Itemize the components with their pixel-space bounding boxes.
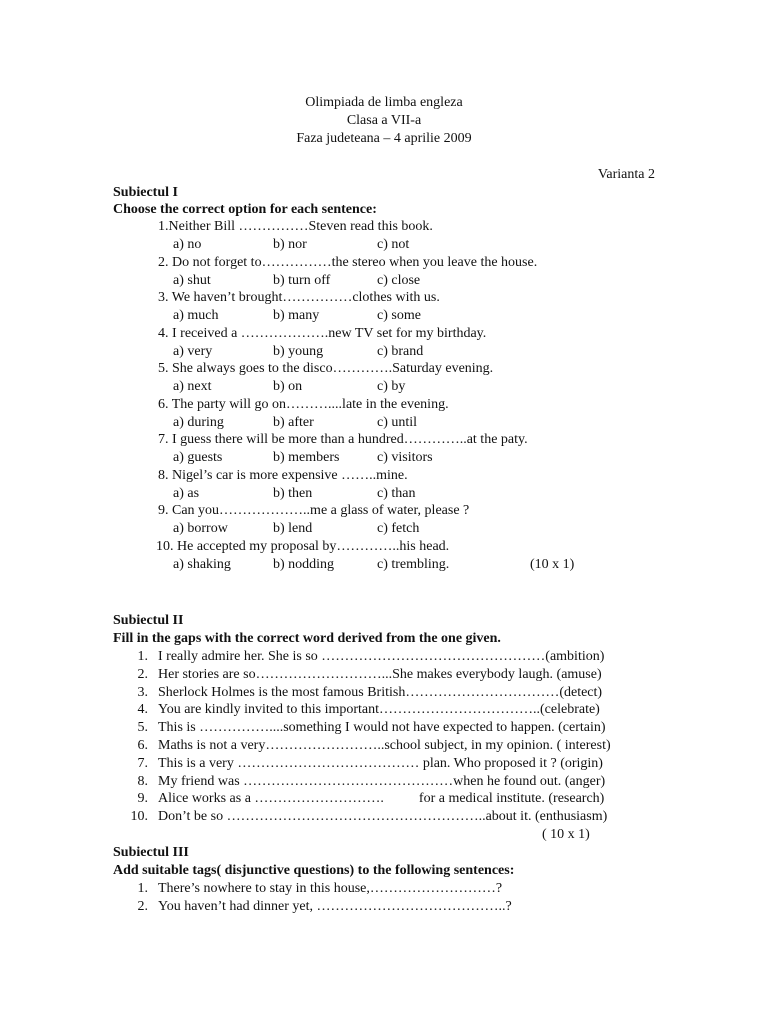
option-c: c) brand	[377, 344, 424, 359]
section-3-instruction: Add suitable tags( disjunctive questions) to the following sentences:	[113, 863, 515, 878]
option-a: a) during	[173, 415, 224, 430]
item-number: 2.	[137, 667, 148, 682]
option-b: b) nor	[273, 237, 307, 252]
section-2-instruction: Fill in the gaps with the correct word derived from the one given.	[113, 631, 501, 646]
item-number: 1.	[137, 881, 148, 896]
section-2-title: Subiectul II	[113, 613, 184, 628]
option-c: c) some	[377, 308, 421, 323]
option-b: b) members	[273, 450, 340, 465]
question-text: 6. The party will go on………....late in the evening.	[158, 397, 449, 412]
item-text: Maths is not a very……………………..school subject, in my opinion. ( interest)	[158, 738, 611, 753]
option-a: a) borrow	[173, 521, 228, 536]
item-number: 8.	[137, 774, 148, 789]
option-c: c) until	[377, 415, 418, 430]
exam-title: Olimpiada de limba engleza	[305, 95, 463, 110]
option-c: c) visitors	[377, 450, 433, 465]
item-text: Don’t be so ………………………………………………..about it. (enthusiasm)	[158, 809, 608, 824]
question-text: 9. Can you………………..me a glass of water, please ?	[158, 503, 470, 518]
option-b: b) young	[273, 344, 324, 359]
item-text: I really admire her. She is so …………………………………………(ambition)	[158, 649, 605, 664]
option-a: a) no	[173, 237, 202, 252]
item-number: 9.	[137, 791, 148, 806]
question-text: 4. I received a ……………….new TV set for my birthday.	[158, 326, 487, 341]
item-text: This is a very ………………………………… plan. Who proposed it ? (origin)	[158, 756, 603, 771]
option-b: b) many	[273, 308, 320, 323]
section-2-score: ( 10 x 1)	[542, 827, 590, 842]
exam-phase: Faza judeteana – 4 aprilie 2009	[296, 131, 472, 146]
item-number: 6.	[137, 738, 148, 753]
item-number: 10.	[130, 809, 148, 824]
item-text: There’s nowhere to stay in this house,………………………?	[158, 881, 503, 896]
option-b: b) on	[273, 379, 303, 394]
option-c: c) not	[377, 237, 410, 252]
item-text: My friend was ………………………………………when he found out. (anger)	[158, 774, 606, 789]
item-number: 3.	[137, 685, 148, 700]
item-text: You haven’t had dinner yet, …………………………………..?	[158, 899, 512, 914]
item-text: Her stories are so………………………...She makes everybody laugh. (amuse)	[158, 667, 602, 682]
question-text: 8. Nigel’s car is more expensive ……..mine.	[158, 468, 408, 483]
question-text: 10. He accepted my proposal by…………..his head.	[156, 539, 450, 554]
option-c: c) by	[377, 379, 406, 394]
option-b: b) turn off	[273, 273, 331, 288]
item-number: 4.	[137, 702, 148, 717]
question-text: 5. She always goes to the disco………….Saturday evening.	[158, 361, 494, 376]
option-a: a) next	[173, 379, 212, 394]
item-number: 5.	[137, 720, 148, 735]
exam-class: Clasa a VII-a	[346, 113, 422, 128]
section-1-instruction: Choose the correct option for each sentence:	[113, 202, 377, 217]
option-c: c) trembling.	[377, 557, 450, 572]
option-a: a) very	[173, 344, 213, 359]
option-b: b) nodding	[273, 557, 335, 572]
option-a: a) guests	[173, 450, 223, 465]
option-a: a) shut	[173, 273, 211, 288]
option-c: c) fetch	[377, 521, 420, 536]
question-text: 7. I guess there will be more than a hundred…………..at the paty.	[158, 432, 528, 447]
section-3-title: Subiectul III	[113, 845, 189, 860]
question-text: 1.Neither Bill ……………Steven read this book.	[158, 219, 433, 234]
item-number: 1.	[137, 649, 148, 664]
option-b: b) lend	[273, 521, 313, 536]
option-a: a) much	[173, 308, 219, 323]
option-a: a) shaking	[173, 557, 231, 572]
variant-label: Varianta 2	[597, 167, 655, 182]
option-b: b) then	[273, 486, 313, 501]
item-number: 7.	[137, 756, 148, 771]
option-c: c) than	[377, 486, 416, 501]
item-text: This is ……………....something I would not have expected to happen. (certain)	[158, 720, 606, 735]
section-1-title: Subiectul I	[113, 185, 178, 200]
option-b: b) after	[273, 415, 314, 430]
item-text: Sherlock Holmes is the most famous British……………………………(detect)	[158, 685, 603, 700]
item-text: You are kindly invited to this important……………………………..(celebrate)	[158, 702, 600, 717]
question-text: 2. Do not forget to……………the stereo when you leave the house.	[158, 255, 538, 270]
item-number: 2.	[137, 899, 148, 914]
item-text: Alice works as a ………………………. for a medical institute. (research)	[158, 791, 605, 806]
question-text: 3. We haven’t brought……………clothes with us.	[158, 290, 440, 305]
section-1-score: (10 x 1)	[530, 557, 575, 572]
option-a: a) as	[173, 486, 200, 501]
option-c: c) close	[377, 273, 421, 288]
